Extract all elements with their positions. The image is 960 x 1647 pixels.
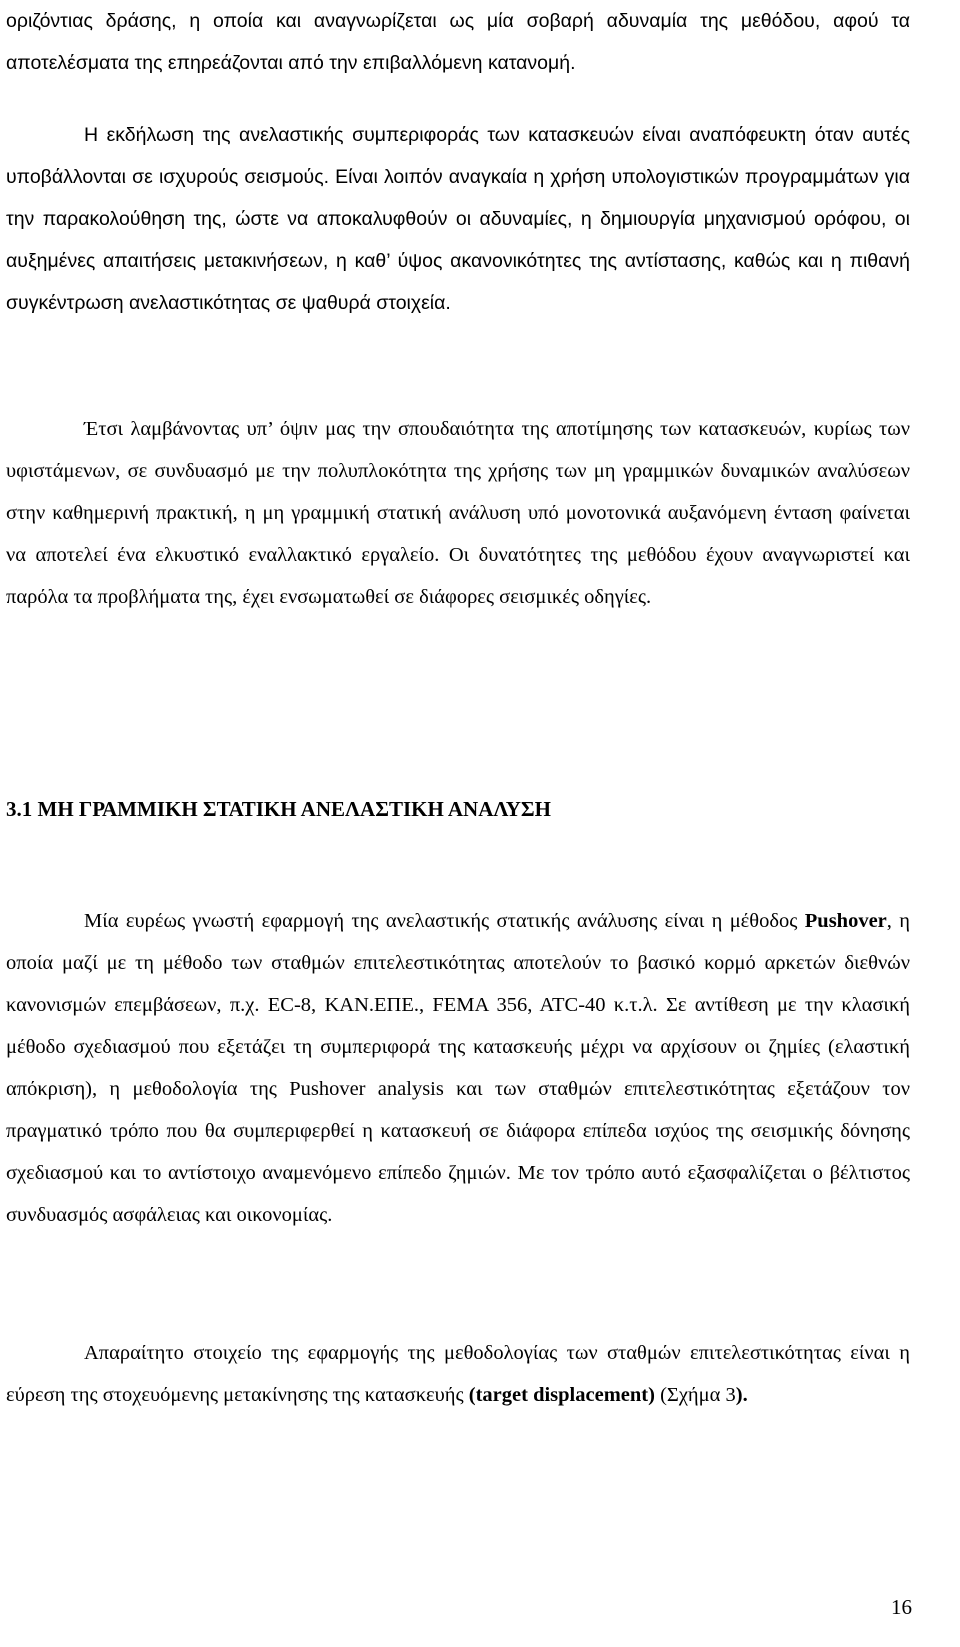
section-heading: 3.1 ΜΗ ΓΡΑΜΜΙΚΗ ΣΤΑΤΙΚΗ ΑΝΕΛΑΣΤΙΚΗ ΑΝΑΛΥΣΗ <box>6 797 551 821</box>
paragraph-assessment-importance: Έτσι λαμβάνοντας υπ’ όψιν μας την σπουδαιότητα της αποτίμησης των κατασκευών, κυρίως των υφιστάμενων, σε συνδυασμό με την πολυπλοκότητα της χρήσης των μη γραμμικών δυναμικών αναλύσεων στην καθημερινή πρακτική, η μη γραμμική στατική ανάλυση υπό μονοτονικά αυξανόμενη ένταση φαίνεται να αποτελεί ένα ελκυστικό εναλλακτικό εργαλείο. Οι δυνατότητες της μεθόδου έχουν αναγνωριστεί και παρόλα τα προβλήματα της, έχει ενσωματωθεί σε διάφορες σεισμικές οδηγίες. <box>6 418 910 608</box>
target-displacement-term: (target displacement) <box>468 1384 655 1406</box>
paragraph-inelastic-behavior: Η εκδήλωση της ανελαστικής συμπεριφοράς των κατασκευών είναι αναπόφευκτη όταν αυτές υποβάλλονται σε ισχυρούς σεισμούς. Είναι λοιπόν αναγκαία η χρήση υπολογιστικών προγραμμάτων για την παρακολούθηση της, ώστε να αποκαλυφθούν οι αδυναμίες, η δημιουργία μηχανισμού ορόφου, οι αυξημένες απαιτήσεις μετακινήσεων, η καθ’ ύψος ακανονικότητες της αντίστασης, καθώς και η πιθανή συγκέντρωση ανελαστικότητας σε ψαθυρά στοιχεία. <box>6 124 910 314</box>
page-number: 16 <box>891 1595 912 1619</box>
pushover-term: Pushover <box>804 910 887 932</box>
paragraph-target-displacement: Απαραίτητο στοιχείο της εφαρμογής της μεθοδολογίας των σταθμών επιτελεστικότητας είναι η εύρεση της στοχευόμενης μετακίνησης της κατασκευής (target displacement) (Σχήμα 3). <box>6 1342 910 1406</box>
paragraph-pushover-method: Μία ευρέως γνωστή εφαρμογή της ανελαστικής στατικής ανάλυσης είναι η μέθοδος Pushover, η οποία μαζί με τη μέθοδο των σταθμών επιτελεστικότητας αποτελούν το βασικό κορμό αρκετών διεθνών κανονισμών επεμβάσεων, π.χ. EC-8, ΚΑΝ.ΕΠΕ., FEMA 356, ATC-40 κ.τ.λ. Σε αντίθεση με την κλασική μέθοδο σχεδιασμού που εξετάζει τη συμπεριφορά της κατασκευής μέχρι να αρχίσουν οι ζημίες (ελαστική απόκριση), η μεθοδολογία της Pushover analysis και των σταθμών επιτελεστικότητας εξετάζουν τον πραγματικό τρόπο που θα συμπεριφερθεί η κατασκευή σε διάφορα επίπεδα ισχύος της σεισμικής δόνησης σχεδιασμού και το αντίστοιχο αναμενόμενο επίπεδο ζημιών. Με τον τρόπο αυτό εξασφαλίζεται ο βέλτιστος συνδυασμός ασφάλειας και οικονομίας. <box>6 910 910 1226</box>
paragraph-continuation: οριζόντιας δράσης, η οποία και αναγνωρίζεται ως μία σοβαρή αδυναμία της μεθόδου, αφού τα αποτελέσματα της επηρεάζονται από την επιβαλλόμενη κατανομή. <box>6 10 910 74</box>
